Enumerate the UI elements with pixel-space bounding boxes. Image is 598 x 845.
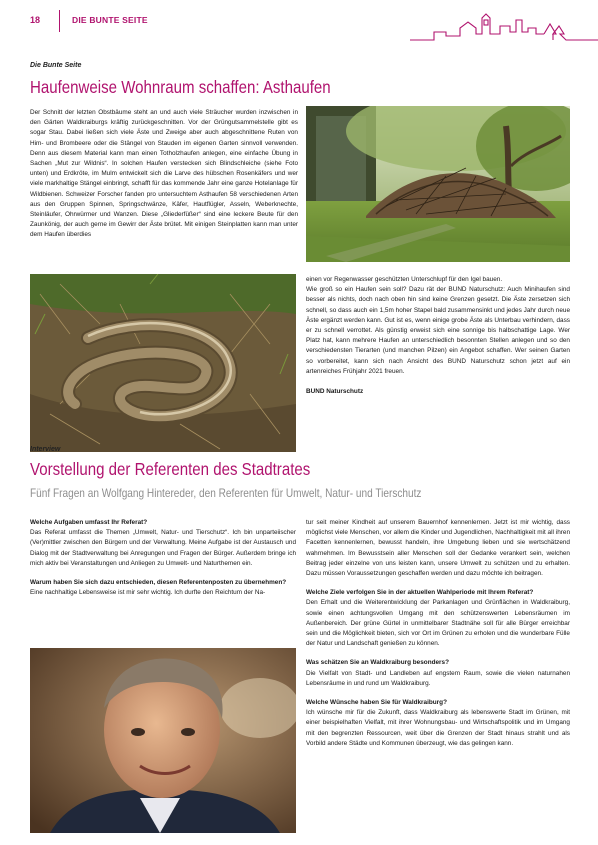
header-divider bbox=[59, 10, 60, 32]
interview-answer: Ich wünsche mir für die Zukunft, dass Waldkraiburg als lebenswerte Stadt im Grünen, mit einer beispielhaften Vielfalt, mit ihrer Wohnungsbau- und Wirtschaftspolitik und im Umgang mit den begrenzten Ressourcen, weit über die Grenzen der Stadt hinaus strahlt und als Vorbild andere Städte und Kommunen überzeugt, wie das gelingen kann. bbox=[306, 709, 570, 747]
article1-right-column bbox=[306, 275, 570, 397]
interview-question: Warum haben Sie sich dazu entschieden, diesen Referentenposten zu übernehmen? bbox=[30, 579, 287, 587]
interview-question: Welche Wünsche haben Sie für Waldkraiburg? bbox=[306, 699, 447, 707]
portrait-photo bbox=[30, 648, 296, 833]
article1-paragraph: Der Schnitt der letzten Obstbäume steht an und auch viele Sträucher wurden inzwischen in den Gärten Waldkraiburgs kräftig zurückgeschnitten. Vor der Grüngutsammelstelle gibt es sogar Stau. Dabei ließen sich viele Äste und Zweige aber auch abgeschnittene Ruten von Him- und Brombeere oder die Stängel von Stauden im eigenen Garten sinnvoll verwenden. Denn aus diesem Material kann man einen Totholzhaufen anlegen, eine einfache Übung in Sachen „Mut zur Wildnis“. In solchen Haufen verstecken sich Blindschleiche (siehe Foto unten) und Erdkröte, im Mulm entwickelt sich die Larve des hübschen Rosenkäfers und wer viele markhaltige Stängel einbringt, schafft für das kommende Jahr eine ganze Hotelanlage für Wildbienen. Schweizer Forscher fanden pro untersuchtem Asthaufen 58 verschiedenen Arten aus den Gruppen Spinnen, Springschwänze, Käfer, Hautflügler, Asseln, Weberknechte, Steinläufer, Ohrwürmer und Wanzen. Diese „Gliederfüßer“ sind eine leckere Beute für den Zaunkönig, der auch gerne im Gewirr der Äste brütet. Mit einigen Steinplatten kann man unter dem Haufen überdies bbox=[30, 109, 298, 239]
article1-kicker: Die Bunte Seite bbox=[30, 62, 82, 69]
article1-signature: BUND Naturschutz bbox=[306, 388, 364, 396]
city-skyline-icon bbox=[410, 4, 598, 46]
interview-answer: Das Referat umfasst die Themen „Umwelt, Natur- und Tierschutz“. Ich bin unparteiischer (Ver)mittler zwischen den Bürgern und der Verwaltung. Meine Aufgabe ist der Austausch und Dialog mit der Stadtverwaltung bei Anregungen und Fragen der Bürger. Außerdem bringe ich mich aktiv bei Veranstaltungen und Anliegen zu Umwelt- und Naturthemen ein. bbox=[30, 529, 296, 567]
article2-title: Vorstellung der Referenten des Stadtrates bbox=[30, 459, 311, 479]
article1-paragraph: Wie groß so ein Haufen sein soll? Dazu rät der BUND Naturschutz: Auch Minihaufen sind besser als nichts, doch nach oben hin sind keine Grenzen gesetzt. Die Äste zersetzen sich schnell, so dass auch ein 1,5m hoher Stapel bald zusammensinkt und jedes Jahr durch neue Äste ergänzt werden kann. Gut ist es, wenn einige grobe Äste als Unterbau verhindern, dass er zu schnell verrottet. Als günstig erweist sich eine sonnige bis halbschattige Lage. Wer Platz hat, kann mehrere Haufen an unterschiedlich besonnten Stellen anlegen und so den verschiedensten Tierarten (und manchen Pilzen) ein Angebot schaffen. Wer seinen Garten so vorbereitet, kann sich nach Ansicht des BUND Naturschutz schon jetzt auf ein artenreiches Frühjahr 2021 freuen. bbox=[306, 286, 570, 375]
interview-answer: Die Vielfalt von Stadt- und Landleben auf engstem Raum, sowie die vielen naturnahen Lebensräume in und rund um Waldkraiburg. bbox=[306, 669, 570, 687]
interview-left-column bbox=[30, 518, 296, 598]
article2-subtitle: Fünf Fragen an Wolfgang Hintereder, den Referenten für Umwelt, Natur- und Tierschutz bbox=[30, 486, 422, 500]
interview-question: Was schätzen Sie an Waldkraiburg besonders? bbox=[306, 659, 449, 667]
slow-worm-photo bbox=[30, 274, 296, 452]
brush-pile-photo bbox=[306, 106, 570, 262]
interview-right-column bbox=[306, 518, 570, 749]
interview-answer: tur seit meiner Kindheit auf unserem Bauernhof kennenlernen. Jetzt ist mir wichtig, dass möglichst viele Menschen, vor allem die Kinder und Jugendlichen, Nachhaltigkeit mit all ihren Facetten kennenlernen, bewusst handeln, ihre Umgebung lieben und sie wertschätzend wahrnehmen. Im Bewusstsein aller Menschen soll der Gedanke verankert sein, welchen Beitrag jeder einzelne von uns leisten kann, unsere Umwelt zu schützen und zu erhalten. Dazu müssen Voraussetzungen geschaffen werden und dazu möchte ich beitragen. bbox=[306, 519, 570, 578]
article2-kicker: Interview bbox=[30, 446, 61, 453]
page-header bbox=[0, 0, 598, 46]
interview-question: Welche Ziele verfolgen Sie in der aktuellen Wahlperiode mit Ihrem Referat? bbox=[306, 589, 534, 597]
article1-title: Haufenweise Wohnraum schaffen: Asthaufen bbox=[30, 77, 331, 97]
interview-answer: Eine nachhaltige Lebensweise ist mir sehr wichtig. Ich durfte den Reichtum der Na- bbox=[30, 589, 266, 597]
page-number: 18 bbox=[30, 15, 41, 25]
section-label: DIE BUNTE SEITE bbox=[72, 15, 148, 25]
article1-left-column bbox=[30, 108, 298, 241]
interview-answer: Den Erhalt und die Weiterentwicklung der Parkanlagen und Grünflächen in Waldkraiburg, sowie einen achtungsvollen Umgang mit den schützenswerten Lebensräumen im Außenbereich. Der grüne Gürtel in unmittelbarer Stadtnähe soll für alle Bürger erreichbar sein und die Möglichkeit bieten, sich vor Ort im Grünen zu erholen und die wunderbare Fülle der Natur und Landschaft genießen zu können. bbox=[306, 599, 570, 648]
interview-question: Welche Aufgaben umfasst Ihr Referat? bbox=[30, 519, 148, 526]
article1-paragraph: einen vor Regenwasser geschützten Unterschlupf für den Igel bauen. bbox=[306, 276, 503, 283]
